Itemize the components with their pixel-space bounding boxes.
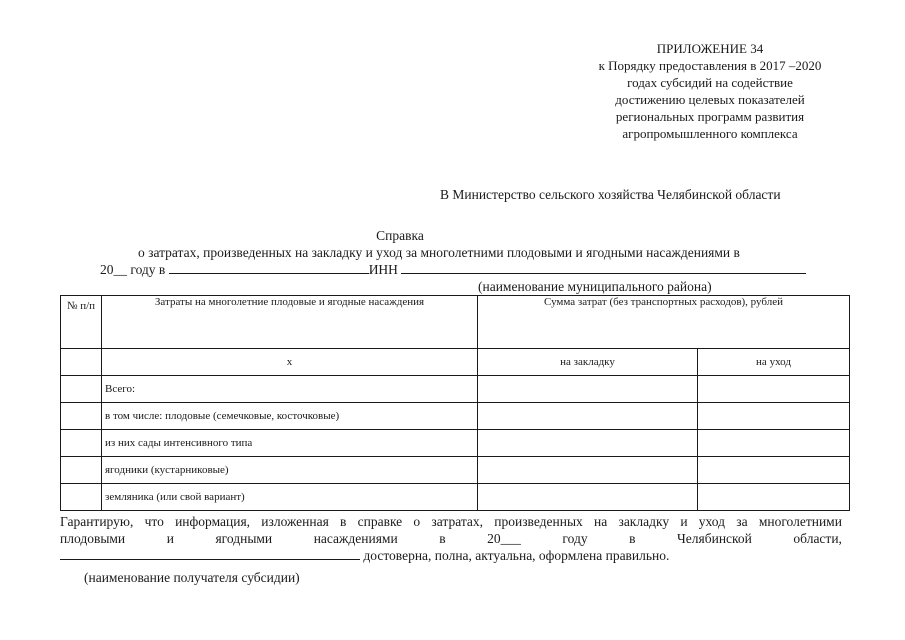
planting-sum-cell[interactable] [478, 403, 698, 430]
table-row [61, 430, 850, 457]
table-header-row [61, 296, 850, 349]
row-number-cell[interactable] [61, 403, 102, 430]
row-label: земляника (или свой вариант) [102, 484, 478, 511]
appendix-line: достижению целевых показателей [615, 92, 805, 107]
row-label: из них сады интенсивного типа [102, 430, 478, 457]
planting-sum-cell[interactable] [478, 430, 698, 457]
row-label: в том числе: плодовые (семечковые, косточковые) [102, 403, 478, 430]
table-subheader-row [61, 349, 850, 376]
guarantee-word: уход [698, 514, 726, 529]
guarantee-word: году [562, 531, 588, 546]
appendix-line: агропромышленного комплекса [622, 126, 798, 141]
guarantee-word: за [736, 514, 748, 529]
table-row [61, 484, 850, 511]
guarantee-word: и [166, 531, 174, 546]
guarantee-word: области, [793, 531, 842, 546]
guarantee-word: в [439, 531, 446, 546]
municipality-blank-line [169, 261, 369, 274]
year-line [100, 261, 806, 278]
planting-sum-cell[interactable] [478, 457, 698, 484]
appendix-line: к Порядку предоставления в 2017 –2020 [598, 58, 822, 73]
table-row [61, 457, 850, 484]
guarantee-word: и [680, 514, 688, 529]
year-prefix: 20 [100, 262, 114, 277]
guarantee-word: Гарантирую, [60, 514, 134, 529]
guarantee-word: плодовыми [60, 531, 126, 546]
subheader-care: на уход [698, 349, 850, 376]
care-sum-cell[interactable] [698, 376, 850, 403]
table-row [61, 376, 850, 403]
guarantee-word: что [144, 514, 164, 529]
guarantee-paragraph [60, 513, 842, 564]
guarantee-line-3 [60, 547, 842, 564]
addressee: В Министерство сельского хозяйства Челябинской области [440, 187, 781, 202]
subheader-empty [61, 349, 102, 376]
subheader-costs: x [102, 349, 478, 376]
guarantee-word: Челябинской [677, 531, 752, 546]
guarantee-word: насаждениями [313, 531, 398, 546]
guarantee-word: о [413, 514, 421, 529]
guarantee-word: в [340, 514, 347, 529]
care-sum-cell[interactable] [698, 484, 850, 511]
subheader-planting: на закладку [478, 349, 698, 376]
planting-sum-cell[interactable] [478, 484, 698, 511]
guarantee-line-3-text: достоверна, полна, актуальна, оформлена правильно. [360, 548, 670, 563]
guarantee-word: на [594, 514, 608, 529]
year-blank: __ [113, 262, 127, 277]
row-number-cell[interactable] [61, 484, 102, 511]
guarantee-word: ягодными [215, 531, 273, 546]
guarantee-word: произведенных [494, 514, 583, 529]
inn-blank-line [401, 261, 806, 274]
care-sum-cell[interactable] [698, 457, 850, 484]
appendix-header [560, 40, 860, 142]
appendix-line: годах субсидий на содействие [627, 75, 793, 90]
document-subtitle: о затратах, произведенных на закладку и уход за многолетними плодовыми и ягодными насаждениями в [138, 245, 740, 260]
guarantee-word: 20___ [487, 531, 521, 546]
row-label: ягодники (кустарниковые) [102, 457, 478, 484]
document-title: Справка [376, 228, 424, 243]
row-number-cell[interactable] [61, 376, 102, 403]
row-number-cell[interactable] [61, 430, 102, 457]
care-sum-cell[interactable] [698, 403, 850, 430]
guarantee-word: закладку [618, 514, 670, 529]
table-row [61, 403, 850, 430]
appendix-line: ПРИЛОЖЕНИЕ 34 [656, 41, 764, 56]
guarantee-line-2 [60, 530, 842, 547]
guarantee-word: информация, [175, 514, 251, 529]
guarantee-word: изложенная [261, 514, 329, 529]
row-label: Всего: [102, 376, 478, 403]
guarantee-line-1 [60, 513, 842, 530]
municipal-caption: (наименование муниципального района) [478, 279, 712, 294]
row-number-cell[interactable] [61, 457, 102, 484]
guarantee-word: многолетними [758, 514, 842, 529]
inn-label: ИНН [368, 262, 402, 277]
recipient-blank-line [60, 547, 360, 560]
year-in-label: году в [127, 262, 169, 277]
appendix-line: региональных программ развития [615, 109, 805, 124]
costs-table [60, 295, 850, 511]
guarantee-word: затратах, [431, 514, 484, 529]
planting-sum-cell[interactable] [478, 376, 698, 403]
care-sum-cell[interactable] [698, 430, 850, 457]
header-sum: Сумма затрат (без транспортных расходов), рублей [478, 296, 850, 349]
header-number: № п/п [61, 296, 102, 349]
guarantee-word: в [629, 531, 636, 546]
header-costs: Затраты на многолетние плодовые и ягодные насаждения [102, 296, 478, 349]
guarantee-word: справке [357, 514, 403, 529]
recipient-caption: (наименование получателя субсидии) [84, 570, 300, 585]
